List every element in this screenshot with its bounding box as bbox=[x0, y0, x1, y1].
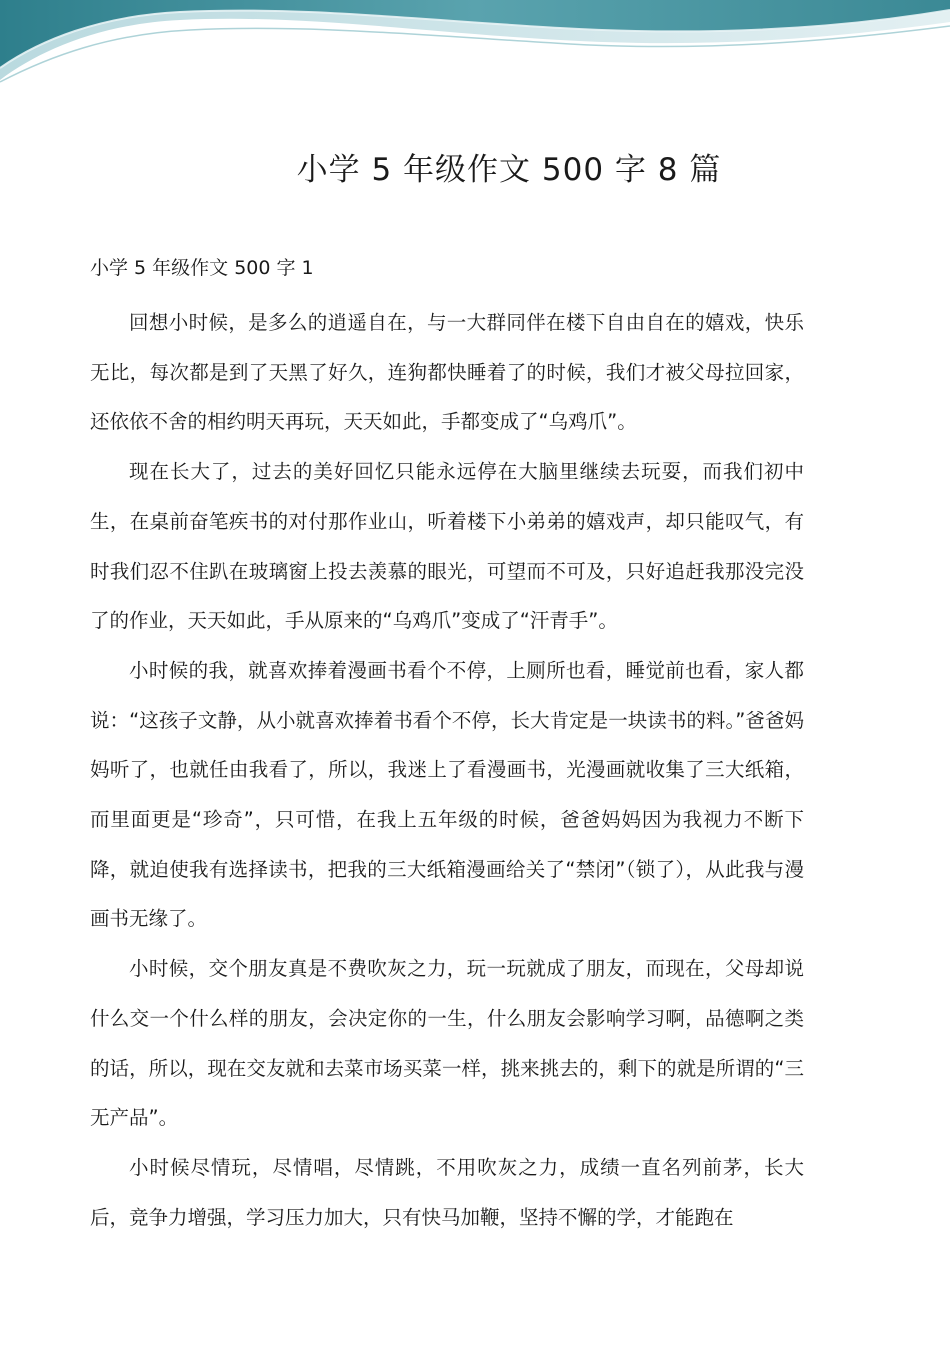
paragraph-3: 小时候的我，就喜欢捧着漫画书看个不停，上厕所也看，睡觉前也看，家人都说：“这孩子文静，从小就喜欢捧着书看个不停，长大肯定是一块读书的料。”爸爸妈妈听了，也就任由我看了，所以，我迷上了看漫画书，光漫画就收集了三大纸箱，而里面更是“珍奇”，只可惜，在我上五年级的时候，爸爸妈妈因为我视力不断下降，就迫使我有选择读书，把我的三大纸箱漫画给关了“禁闭”（锁了），从此我与漫画书无缘了。 bbox=[90, 658, 804, 931]
section-heading: 小学 5 年级作文 500 字 1 bbox=[90, 257, 314, 279]
header-wave-decoration bbox=[0, 0, 950, 90]
document-body bbox=[90, 250, 804, 1242]
document-title: 小学 5 年级作文 500 字 8 篇 bbox=[296, 152, 722, 188]
paragraph-5: 小时候尽情玩，尽情唱，尽情跳，不用吹灰之力，成绩一直名列前茅，长大后，竞争力增强，学习压力加大，只有快马加鞭，坚持不懈的学，才能跑在 bbox=[90, 1155, 804, 1229]
paragraph-1: 回想小时候，是多么的逍遥自在，与一大群同伴在楼下自由自在的嬉戏，快乐无比，每次都是到了天黑了好久，连狗都快睡着了的时候，我们才被父母拉回家，还依依不舍的相约明天再玩，天天如此，手都变成了“乌鸡爪”。 bbox=[90, 311, 804, 434]
paragraph-2: 现在长大了，过去的美好回忆只能永远停在大脑里继续去玩耍，而我们初中生，在桌前奋笔疾书的对付那作业山，听着楼下小弟弟的嬉戏声，却只能叹气，有时我们忍不住趴在玻璃窗上投去羡慕的眼光，可望而不可及，只好追赶我那没完没了的作业，天天如此，手从原来的“乌鸡爪”变成了“汗青手”。 bbox=[90, 460, 804, 633]
paragraph-4: 小时候，交个朋友真是不费吹灰之力，玩一玩就成了朋友，而现在，父母却说什么交一个什么样的朋友，会决定你的一生，什么朋友会影响学习啊，品德啊之类的话，所以，现在交友就和去菜市场买菜一样，挑来挑去的，剩下的就是所谓的“三无产品”。 bbox=[90, 957, 804, 1130]
